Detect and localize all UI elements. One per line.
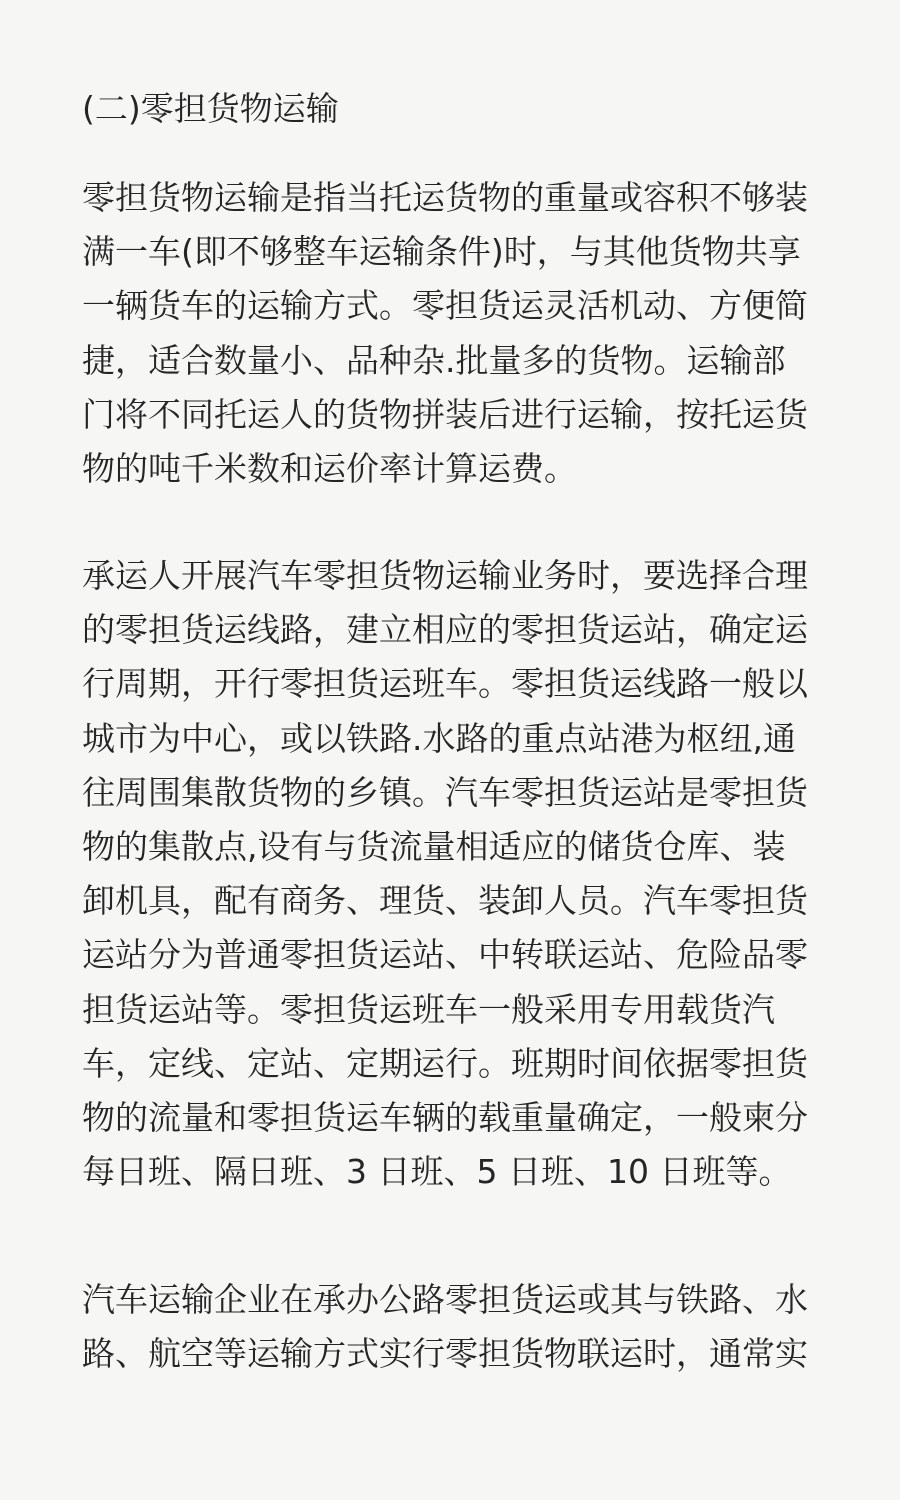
section-heading: (二)零担货物运输	[82, 89, 339, 128]
paragraph-line: 卸机具，配有商务、理货、装卸人员。汽车零担货	[82, 881, 808, 921]
paragraph-line: 担货运站等。零担货运班车一般采用专用载货汽	[82, 989, 775, 1029]
paragraph-2	[82, 549, 822, 1199]
paragraph-line: 往周围集散货物的乡镇。汽车零担货运站是零担货	[82, 772, 808, 812]
paragraph-line: 汽车运输企业在承办公路零担货运或其与铁路、水	[82, 1280, 808, 1319]
paragraph-line: 捷，适合数量小、品种杂.批量多的货物。运输部	[82, 340, 786, 380]
paragraph-line: 物的流量和零担货运车辆的载重量确定，一般柬分	[82, 1097, 808, 1137]
paragraph-line: 车，定线、定站、定期运行。班期时间依据零担货	[82, 1043, 808, 1083]
paragraph-line: 满一车(即不够整车运输条件)时，与其他货物共享	[82, 232, 801, 272]
paragraph-line: 物的吨千米数和运价率计算运费。	[82, 448, 577, 488]
paragraph-line: 零担货物运输是指当托运货物的重量或容积不够装	[82, 178, 808, 217]
paragraph-line: 行周期，开行零担货运班车。零担货运线路一般以	[82, 664, 808, 704]
paragraph-line: 城市为中心，或以铁路.水路的重点站港为枢纽,通	[82, 718, 796, 758]
paragraph-line: 运站分为普通零担货运站、中转联运站、危险品零	[82, 935, 808, 975]
paragraph-line: 的零担货运线路，建立相应的零担货运站，确定运	[82, 610, 808, 650]
paragraph-line: 每日班、隔日班、3 日班、5 日班、10 日班等。	[82, 1152, 792, 1192]
paragraph-line: 一辆货车的运输方式。零担货运灵活机动、方便简	[82, 286, 808, 326]
paragraph-1	[82, 171, 822, 496]
paragraph-line: 承运人开展汽车零担货物运输业务时，要选择合理	[82, 556, 808, 595]
paragraph-3	[82, 1273, 822, 1381]
paragraph-line: 物的集散点,设有与货流量相适应的储货仓库、装	[82, 826, 786, 866]
paragraph-line: 路、航空等运输方式实行零担货物联运时，通常实	[82, 1334, 808, 1374]
paragraph-line: 门将不同托运人的货物拼装后进行运输，按托运货	[82, 394, 808, 434]
